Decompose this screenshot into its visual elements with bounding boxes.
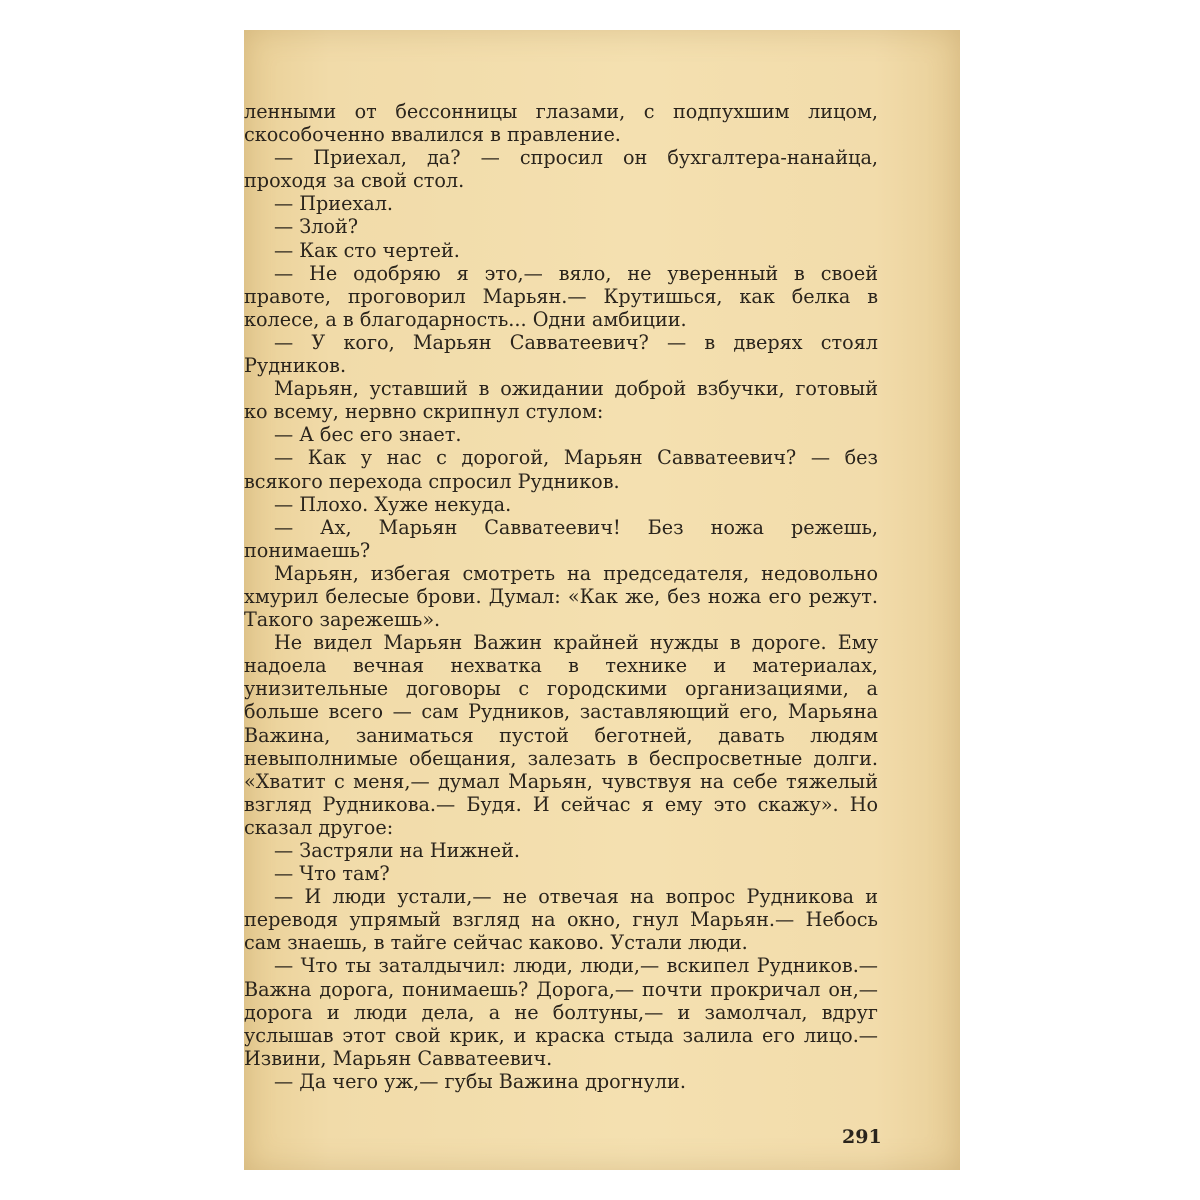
paragraph: — Как сто чертей. (274, 238, 460, 262)
paragraph: — Приехал, да? — спросил он бухгалтера-нанайца, проходя за свой стол. (244, 146, 878, 193)
paragraph: — Как у нас с дорогой, Марьян Савватеевич? — без всякого перехода спросил Рудников. (244, 446, 878, 493)
paragraph: Не видел Марьян Важин крайней нужды в дороге. Ему надоела вечная нехватка в технике и материалах, унизительные договоры с городскими организациями, а больше всего — сам Рудников, заставляющий его, Марьяна Важина, заниматься пустой беготней, давать людям невыполнимые обещания, залезать в беспросветные долги. «Хватит с меня,— думал Марьян, чувствуя на себе тяжелый взгляд Рудникова.— Будя. И сейчас я ему это скажу». Но сказал другое: (244, 631, 878, 839)
paragraph: — А бес его знает. (274, 423, 462, 447)
paragraph: — И люди устали,— не отвечая на вопрос Рудникова и переводя упрямый взгляд на окно, гнул Марьян.— Небось сам знаешь, в тайге сейчас каково. Устали люди. (244, 885, 878, 955)
paragraph: ленными от бессонницы глазами, с подпухшим лицом, скособоченно ввалился в правление. (244, 100, 878, 147)
page-text (244, 100, 878, 1093)
paragraph: — Застряли на Нижней. (274, 839, 521, 862)
paragraph: — Да чего уж,— губы Важина дрогнули. (274, 1069, 686, 1093)
paragraph: — Что там? (274, 862, 390, 886)
paragraph: Марьян, избегая смотреть на председателя, недовольно хмурил белесые брови. Думал: «Как же, без ножа его режут. Такого зарежешь». (244, 561, 878, 632)
page-number: 291 (842, 1126, 882, 1148)
paragraph: — Не одобряю я это,— вяло, не уверенный в своей правоте, проговорил Марьян.— Крутишься, как белка в колесе, а в благодарность... Одни амбиции. (244, 261, 878, 331)
paragraph: Марьян, уставший в ожидании доброй взбучки, готовый ко всему, нервно скрипнул стулом: (244, 377, 878, 424)
paragraph: — У кого, Марьян Савватеевич? — в дверях стоял Рудников. (244, 330, 878, 378)
paragraph: — Приехал. (274, 192, 393, 216)
book-page (244, 30, 960, 1170)
paragraph: — Что ты заталдычил: люди, люди,— вскипел Рудников.— Важна дорога, понимаешь? Дорога,— почти прокричал он,— дорога и люди дела, а не болтуны,— и замолчал, вдруг услышав этот свой крик, и краска стыда залила его лицо.— Извини, Марьян Савватеевич. (244, 954, 878, 1070)
paragraph: — Плохо. Хуже некуда. (274, 492, 512, 516)
paragraph: — Ах, Марьян Савватеевич! Без ножа режешь, понимаешь? (244, 515, 878, 562)
paragraph: — Злой? (274, 215, 359, 239)
